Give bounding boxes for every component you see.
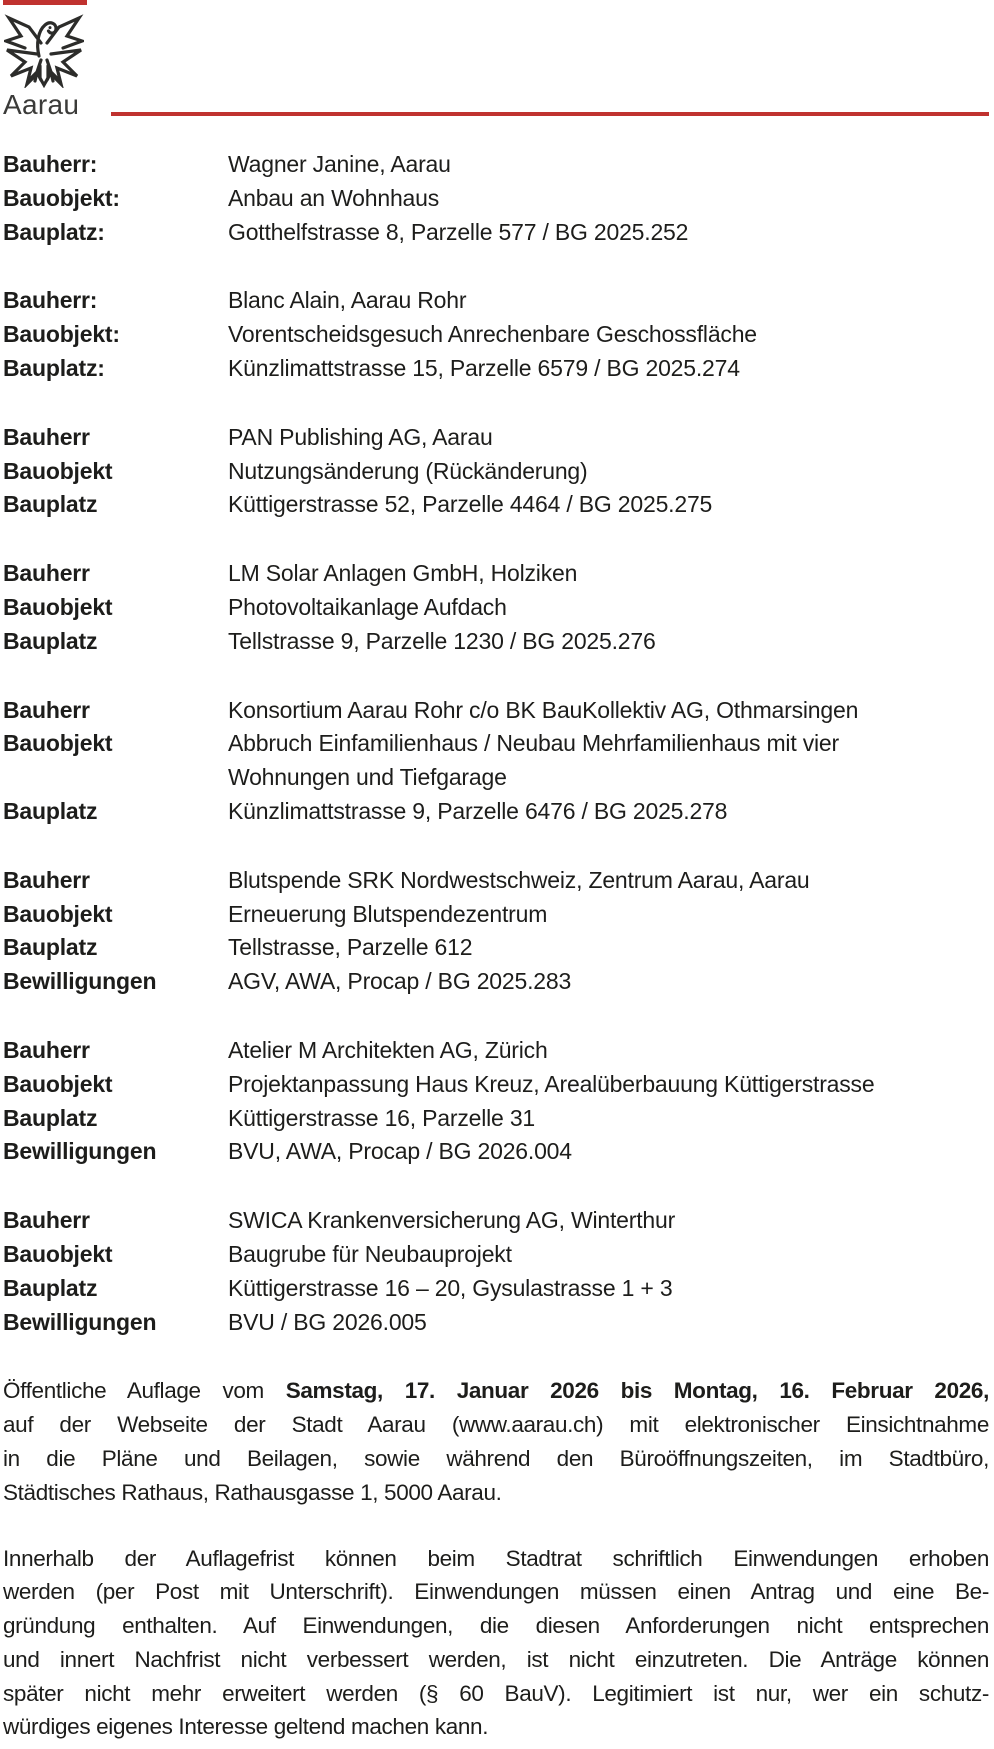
paragraph-line: und innert Nachfrist nicht verbessert werden, ist nicht einzutreten. Die Anträge können	[3, 1646, 989, 1672]
entry-row	[3, 284, 989, 318]
header-rule	[111, 112, 989, 116]
entry-row	[3, 1238, 989, 1272]
paragraph-line: auf der Webseite der Stadt Aarau (www.aarau.ch) mit elektronischer Einsichtnahme	[3, 1412, 989, 1438]
row-value: Küttigerstrasse 16 – 20, Gysulastrasse 1 + 3	[228, 1274, 673, 1301]
auflage-date-range: Samstag, 17. Januar 2026 bis Montag, 16. Februar 2026,	[285, 1378, 989, 1404]
publication-entry	[3, 1034, 989, 1169]
brand-wordmark: Aarau	[3, 89, 80, 120]
row-label: Bauplatz	[3, 1104, 98, 1131]
entry-row	[3, 898, 989, 932]
row-value: Anbau an Wohnhaus	[228, 184, 440, 211]
row-label: Bauplatz	[3, 1274, 98, 1301]
entry-row	[3, 1034, 989, 1068]
row-value: PAN Publishing AG, Aarau	[228, 423, 493, 450]
publication-entry	[3, 1204, 989, 1339]
entry-row	[3, 727, 989, 795]
publication-entry	[3, 864, 989, 999]
entry-row	[3, 864, 989, 898]
entry-row	[3, 1068, 989, 1102]
auflage-paragraph	[3, 1374, 989, 1509]
row-value: Konsortium Aarau Rohr c/o BK BauKollektiv AG, Othmarsingen	[228, 696, 859, 723]
paragraph-line: Innerhalb der Auflagefrist können beim Stadtrat schriftlich Einwendungen erhoben	[3, 1545, 989, 1571]
row-value-line: Wohnungen und Tiefgarage	[228, 764, 507, 791]
entry-row	[3, 488, 989, 522]
row-value: Küttigerstrasse 16, Parzelle 31	[228, 1104, 536, 1131]
entry-row	[3, 455, 989, 489]
row-label: Bauherr	[3, 1207, 90, 1234]
row-label: Bewilligungen	[3, 968, 157, 995]
aarau-eagle-icon	[4, 14, 84, 88]
header-topbar	[3, 0, 87, 5]
row-label: Bauobjekt:	[3, 184, 120, 211]
publication-entry	[3, 284, 989, 385]
publication-list	[3, 148, 989, 1339]
row-label: Bauplatz	[3, 627, 98, 654]
header	[3, 0, 989, 120]
row-label: Bauplatz:	[3, 218, 105, 245]
row-value: BVU / BG 2026.005	[228, 1308, 427, 1335]
row-value: Photovoltaikanlage Aufdach	[228, 593, 507, 620]
entry-row	[3, 1135, 989, 1169]
publication-entry	[3, 148, 989, 249]
entry-row	[3, 625, 989, 659]
row-label: Bauobjekt	[3, 593, 113, 620]
row-value-line: Abbruch Einfamilienhaus / Neubau Mehrfamilienhaus mit vier	[228, 730, 839, 757]
row-value: SWICA Krankenversicherung AG, Winterthur	[228, 1207, 676, 1234]
row-value: Vorentscheidsgesuch Anrechenbare Geschossfläche	[228, 321, 757, 348]
row-value: LM Solar Anlagen GmbH, Holziken	[228, 560, 578, 587]
row-label: Bauobjekt	[3, 1240, 113, 1267]
row-value: Blanc Alain, Aarau Rohr	[228, 287, 467, 314]
paragraph-line: gründung enthalten. Auf Einwendungen, die diesen Anforderungen nicht entsprechen	[3, 1613, 989, 1639]
row-label: Bauherr	[3, 866, 90, 893]
row-label: Bauherr	[3, 696, 90, 723]
entry-row	[3, 1204, 989, 1238]
row-value: Atelier M Architekten AG, Zürich	[228, 1036, 548, 1063]
row-label: Bauobjekt:	[3, 321, 120, 348]
entry-row	[3, 694, 989, 728]
row-label: Bauherr	[3, 1036, 90, 1063]
row-value: Künzlimattstrasse 9, Parzelle 6476 / BG 2025.278	[228, 797, 728, 824]
entry-row	[3, 591, 989, 625]
row-label: Bewilligungen	[3, 1308, 157, 1335]
row-label: Bewilligungen	[3, 1138, 157, 1165]
row-label: Bauplatz	[3, 934, 98, 961]
row-label: Bauplatz:	[3, 354, 105, 381]
row-label: Bauobjekt	[3, 457, 113, 484]
row-label: Bauobjekt	[3, 900, 113, 927]
entry-row	[3, 421, 989, 455]
paragraph-line: in die Pläne und Beilagen, sowie während den Büroöffnungszeiten, im Stadtbüro,	[3, 1445, 989, 1471]
row-value: Künzlimattstrasse 15, Parzelle 6579 / BG 2025.274	[228, 354, 740, 381]
auflage-prefix: Öffentliche Auflage vom	[3, 1378, 286, 1404]
entry-row	[3, 931, 989, 965]
entry-row	[3, 148, 989, 182]
entry-row	[3, 352, 989, 386]
paragraph-line	[3, 1374, 989, 1408]
entry-row	[3, 216, 989, 250]
row-label: Bauplatz	[3, 797, 98, 824]
entry-row	[3, 1306, 989, 1340]
row-value	[228, 727, 989, 795]
entry-row	[3, 1272, 989, 1306]
entry-row	[3, 965, 989, 999]
row-value: Wagner Janine, Aarau	[228, 151, 451, 177]
row-label: Bauobjekt	[3, 730, 113, 757]
row-value: BVU, AWA, Procap / BG 2026.004	[228, 1138, 572, 1165]
row-label: Bauplatz	[3, 491, 98, 518]
row-label: Bauherr:	[3, 287, 98, 314]
row-label: Bauherr	[3, 423, 90, 450]
row-value: Küttigerstrasse 52, Parzelle 4464 / BG 2025.275	[228, 491, 713, 518]
row-value: Projektanpassung Haus Kreuz, Arealüberbauung Küttigerstrasse	[228, 1070, 875, 1097]
publication-entry	[3, 694, 989, 829]
paragraph-line: würdiges eigenes Interesse geltend machen kann.	[3, 1714, 489, 1740]
paragraph-line: später nicht mehr erweitert werden (§ 60 BauV). Legitimiert ist nur, wer ein schutz-	[3, 1680, 989, 1706]
row-value: Erneuerung Blutspendezentrum	[228, 900, 548, 927]
entry-row	[3, 557, 989, 591]
paragraph-line: Städtisches Rathaus, Rathausgasse 1, 5000 Aarau.	[3, 1479, 502, 1505]
row-value: Gotthelfstrasse 8, Parzelle 577 / BG 2025.252	[228, 218, 689, 245]
entry-row	[3, 318, 989, 352]
row-value: Nutzungsänderung (Rückänderung)	[228, 457, 588, 484]
entry-row	[3, 182, 989, 216]
row-label: Bauherr:	[3, 151, 98, 177]
einwendungen-paragraph	[3, 1542, 989, 1745]
row-value: Tellstrasse 9, Parzelle 1230 / BG 2025.276	[228, 627, 656, 654]
entry-row	[3, 1102, 989, 1136]
paragraph-line: werden (per Post mit Unterschrift). Einwendungen müssen einen Antrag und eine Be-	[3, 1579, 989, 1605]
row-label: Bauherr	[3, 560, 90, 587]
row-value: Baugrube für Neubauprojekt	[228, 1240, 512, 1267]
publication-entry	[3, 557, 989, 658]
row-label: Bauobjekt	[3, 1070, 113, 1097]
row-value: Tellstrasse, Parzelle 612	[228, 934, 473, 961]
row-value: AGV, AWA, Procap / BG 2025.283	[228, 968, 572, 995]
row-value: Blutspende SRK Nordwestschweiz, Zentrum Aarau, Aarau	[228, 866, 810, 893]
publication-entry	[3, 421, 989, 522]
entry-row	[3, 795, 989, 829]
